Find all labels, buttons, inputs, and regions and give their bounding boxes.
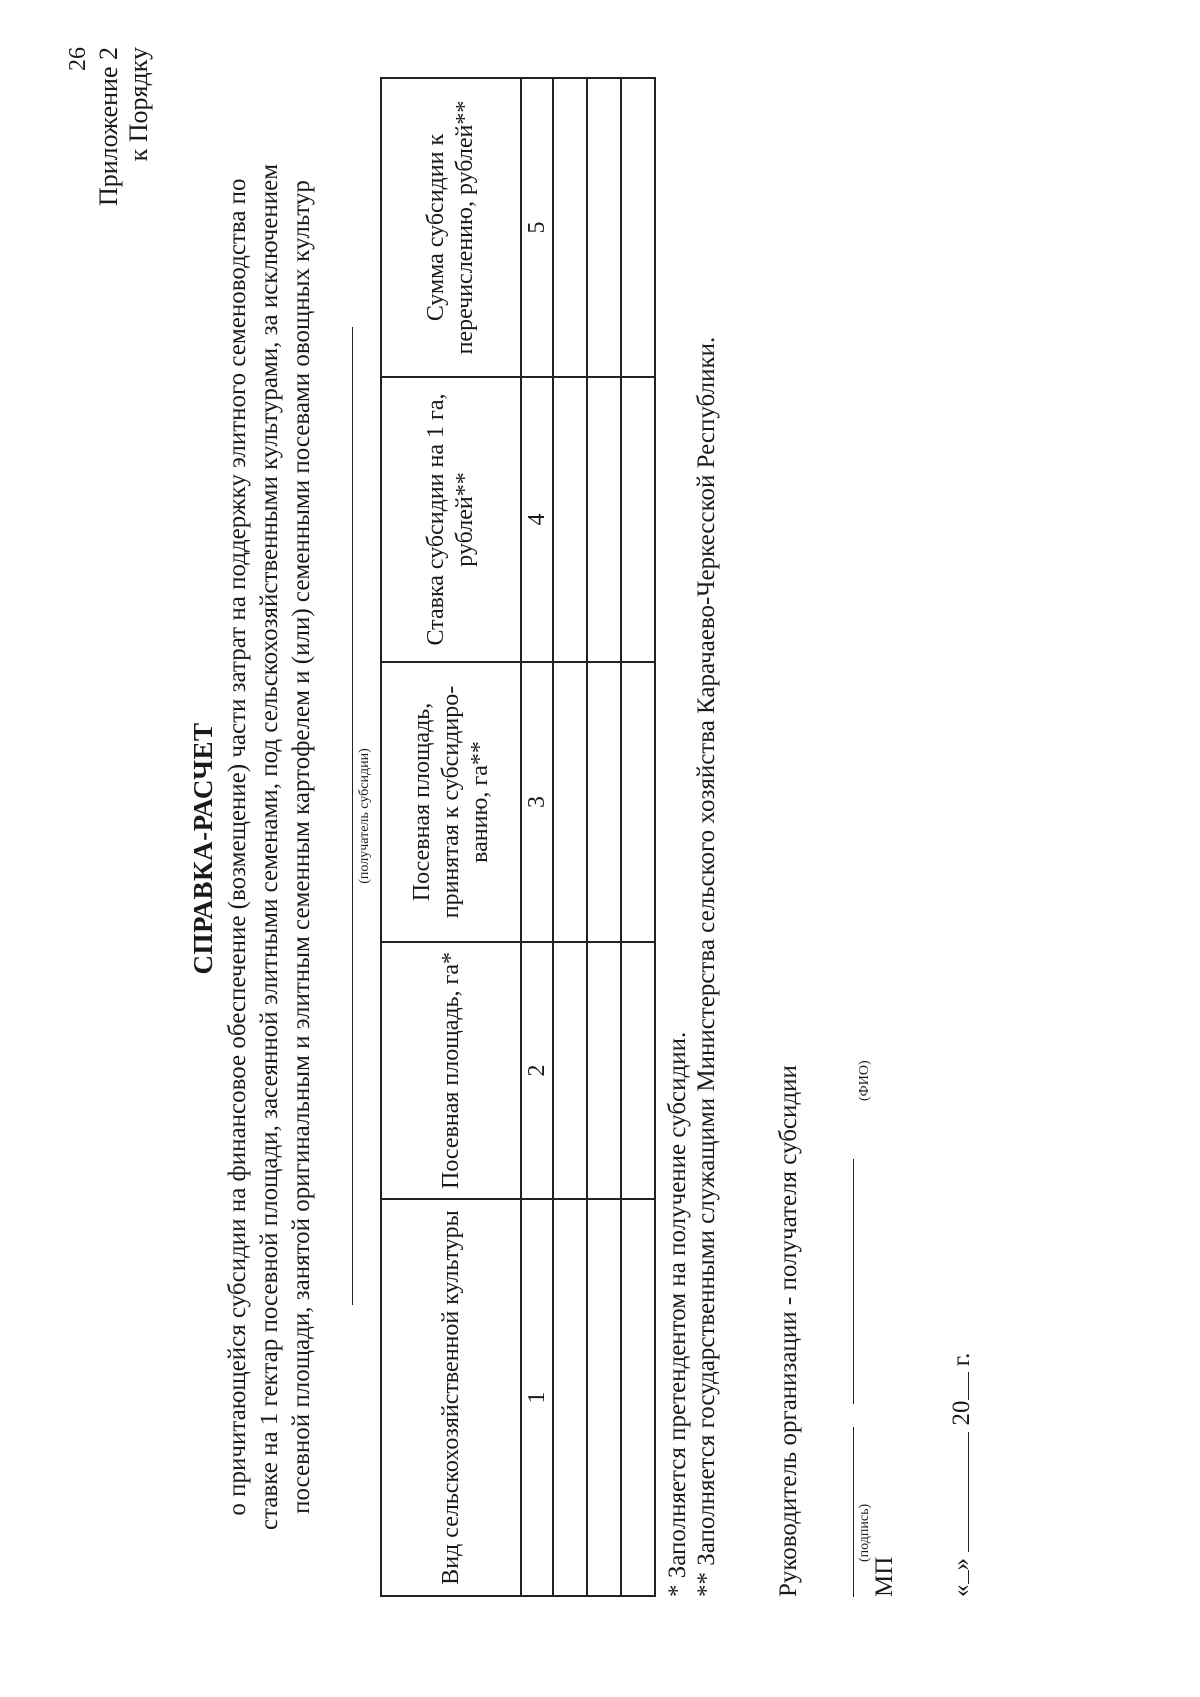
table-cell[interactable] — [553, 377, 587, 662]
subtitle-line-3: посевной площади, занятой оригинальным и элитным семенным картофелем и (или) семенными посевами овощных культур — [288, 180, 315, 1514]
table-cell[interactable] — [553, 78, 587, 377]
table-row — [587, 78, 621, 1596]
table-cell[interactable] — [621, 377, 655, 662]
header-subsidy-amount: Сумма субсидии к перечислению, рублей** — [381, 78, 521, 377]
header-rate-per-ha: Ставка субсидии на 1 га, рублей** — [381, 377, 521, 662]
table-cell[interactable] — [621, 942, 655, 1199]
table-cell[interactable] — [553, 1199, 587, 1596]
stamp-place-label: МП — [871, 1556, 898, 1597]
fio-fill-line — [853, 1159, 854, 1404]
signature-fill-line — [853, 1427, 854, 1597]
table-row — [553, 78, 587, 1596]
page-number: 26 — [65, 47, 91, 71]
footnote-applicant: * Заполняется претендентом на получение субсидии. — [664, 1031, 691, 1597]
table-header-row — [381, 78, 521, 1596]
column-number: 5 — [521, 78, 553, 377]
column-number: 3 — [521, 662, 553, 942]
annex-reference — [94, 47, 154, 297]
table-row — [621, 78, 655, 1596]
year-prefix: 20 — [948, 1400, 975, 1426]
date-open-quote: « — [948, 1584, 975, 1597]
fio-caption: (ФИО) — [857, 1060, 872, 1101]
header-crop-type: Вид сельскохозяйственной культуры — [381, 1199, 521, 1596]
table-cell[interactable] — [553, 662, 587, 942]
table-cell[interactable] — [587, 942, 621, 1199]
table-cell[interactable] — [553, 942, 587, 1199]
table-cell[interactable] — [621, 662, 655, 942]
recipient-caption: (получатель субсидии) — [357, 748, 372, 884]
table-column-numbers-row — [521, 78, 553, 1596]
annex-line-1: Приложение 2 — [94, 47, 123, 207]
footnote-ministry: ** Заполняется государственными служащими Министерства сельского хозяйства Карачаево-Черкесской Республики. — [693, 336, 720, 1597]
table-cell[interactable] — [587, 78, 621, 377]
table-cell[interactable] — [587, 1199, 621, 1596]
table-cell[interactable] — [621, 78, 655, 377]
table-cell[interactable] — [587, 377, 621, 662]
header-accepted-area: Посевная площадь, принятая к субсидиро-ванию, га** — [381, 662, 521, 942]
document-title: СПРАВКА-РАСЧЕТ — [188, 722, 218, 975]
column-number: 2 — [521, 942, 553, 1199]
header-sown-area: Посевная площадь, га* — [381, 942, 521, 1199]
year-suffix: г. — [948, 1352, 975, 1367]
date-line — [946, 1353, 976, 1597]
day-fill-line — [946, 1571, 969, 1585]
subtitle-line-2: ставке на 1 гектар посевной площади, засеянной элитными семенами, под сельскохозяйственными культурами, за исключением — [256, 163, 283, 1531]
column-number: 4 — [521, 377, 553, 662]
date-close-quote: » — [948, 1558, 975, 1571]
column-number: 1 — [521, 1199, 553, 1596]
month-fill-line — [946, 1432, 969, 1552]
table-cell[interactable] — [621, 1199, 655, 1596]
calculation-table — [380, 79, 654, 1597]
year-fill-line — [946, 1373, 969, 1401]
document-subtitle — [222, 77, 318, 1617]
signature-caption: (подпись) — [857, 1503, 872, 1562]
recipient-fill-line — [352, 327, 353, 1305]
table-cell[interactable] — [587, 662, 621, 942]
head-of-organization-label: Руководитель организации - получателя субсидии — [775, 1065, 802, 1597]
annex-line-2: к Порядку — [124, 47, 153, 162]
subtitle-line-1: о причитающейся субсидии на финансовое обеспечение (возмещение) части затрат на поддержку элитного семеноводства по — [224, 178, 251, 1516]
